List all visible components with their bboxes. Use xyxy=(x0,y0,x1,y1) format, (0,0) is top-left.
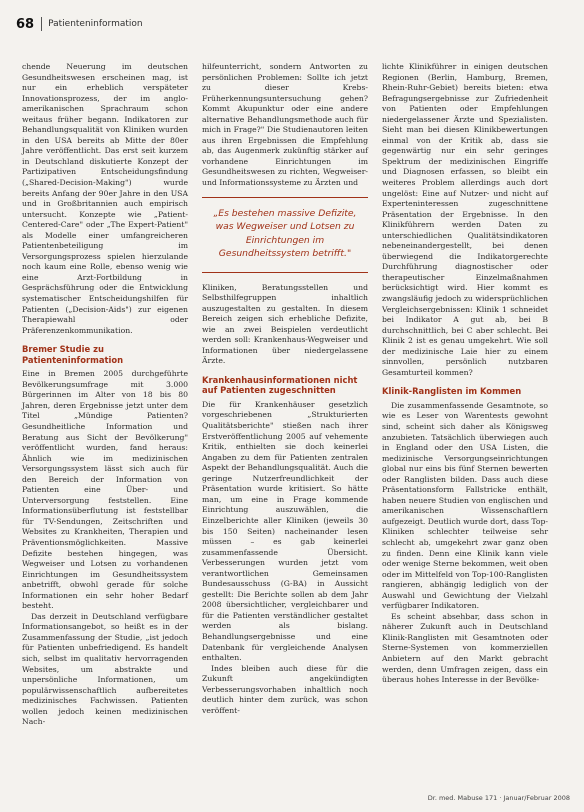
page-number: 68 xyxy=(16,16,35,32)
body-paragraph: Indes bleiben auch diese für die Zukunft angekündigten Verbesserungsvorhaben inhaltlich noch deutlich hinter dem zurück, was schon veröffent- xyxy=(202,663,368,715)
body-paragraph: Es scheint absehbar, dass schon in näherer Zukunft auch in Deutschland Klinik-Ranglisten mit Gesamtnoten oder Sterne-Systemen von kommerziellen Anbietern auf den Markt gebracht werden, denn Umfragen zeigen, dass ein überaus hohes Interesse in der Bevölke- xyxy=(382,611,548,685)
page-header xyxy=(16,14,143,34)
pull-quote xyxy=(202,197,368,273)
pull-quote-text: „Es bestehen massive Defizite, was Wegweiser und Lotsen zu Einrichtungen im Gesundheitssystem betrifft." xyxy=(213,207,357,260)
body-paragraph: Kliniken, Beratungsstellen und Selbsthilfegruppen inhaltlich auszugestalten zu gestalten. In diesem Bereich zeigen sich erhebliche Defizite, wie an zwei Beispielen verdeutlicht werden soll: Krankenhaus-Wegweiser und Informationen über niedergelassene Ärzte. xyxy=(202,282,368,366)
section-heading: Krankenhausinformationen nicht auf Patienten zugeschnitten xyxy=(202,374,358,396)
page-footer: Dr. med. Mabuse 171 · Januar/Februar 2008 xyxy=(427,794,570,802)
body-paragraph: Eine in Bremen 2005 durchgeführte Bevölkerungsumfrage mit 3.000 Bürgerinnen im Alter von 18 bis 80 Jahren, deren Ergebnisse jetzt unter dem Titel „Mündige Patienten? Gesundheitliche Information und Beratung aus Sicht der Bevölkerung" veröffentlicht wurden, fand heraus: Ähnlich wie im medizinischen Versorgungssystem lässt sich auch für den Bereich der Information von Patienten eine Über- und Unterversorgung feststellen. Eine Informationsüberflutung ist feststellbar für TV-Sendungen, Zeitschriften und Websites zu Krankheiten, Therapien und Präventionsmöglichkeiten. Massive Defizite bestehen hingegen, was Wegweiser und Lotsen zu vorhandenen Einrichtungen im Gesundheitssystem anbetrifft, obwohl gerade für solche Informationen ein sehr hoher Bedarf besteht. xyxy=(22,369,188,611)
body-paragraph: hilfeunterricht, sondern Antworten zu persönlichen Problemen: Sollte ich jetzt zu dieser Krebs-Früherkennungsuntersuchung gehen? Kommt Akupunktur oder eine andere alternative Behandlungsmethode auch für mich in Frage?" Die Studienautoren leiten aus ihren Ergebnissen die Empfehlung ab, das Augenmerk zukünftig stärker auf vorhandene Einrichtungen im Gesundheitswesen zu richten, Wegweiser- und Informationssysteme zu Ärzten und xyxy=(202,62,368,188)
body-paragraph: chende Neuerung im deutschen Gesundheitswesen erscheinen mag, ist nur ein erheblich verspäteter Innovationsprozess, der im anglo-amerikanischen Sprachraum schon weitaus früher begann. Indikatoren zur Behandlungsqualität von Kliniken wurden in den USA bereits ab Mitte der 80er Jahre veröffentlicht. Das erst seit kurzem in Deutschland diskutierte Konzept der Partizipativen Entscheidungsfindung („Shared-Decision-Making") wurde bereits Anfang der 90er Jahre in den USA und in Großbritannien auch empirisch untersucht. Konzepte wie „Patient-Centered-Care" oder „The Expert-Patient" als Modelle einer umfangreicheren Patientenbeteiligung im Versorgungsprozess spielen hierzulande noch kaum eine Rolle, ebenso wenig wie eine Arzt-Fortbildung in Gesprächsführung oder die Entwicklung systematischer Entscheidungshilfen für Patienten („Decision-Aids") zur eigenen Therapiewahl oder Präferenzenkommunikation. xyxy=(22,62,188,335)
section-heading: Klinik-Ranglisten im Kommen xyxy=(382,386,522,397)
section-heading: Bremer Studie zu Patienteninformation xyxy=(22,344,124,365)
body-paragraph: Die für Krankenhäuser gesetzlich vorgeschriebenen „Strukturierten Qualitätsberichte" stießen nach ihrer Erstveröffentlichung 2005 auf vehemente Kritik, enthielten sie doch keinerlei Angaben zu dem für Patienten zentralen Aspekt der Behandlungsqualität. Auch die geringe Nutzerfreundlichkeit der Präsentation wurde kritisiert. So hätte man, um eine in Frage kommende Einrichtung auszuwählen, die Einzelberichte aller Kliniken (jeweils 30 bis 150 Seiten) nacheinander lesen müssen – es gab keinerlei zusammenfassende Übersicht. Verbesserungen wurden jetzt vom verantwortlichen Gemeinsamen Bundesausschuss (G-BA) in Aussicht gestellt: Die Berichte sollen ab dem Jahr 2008 übersichtlicher, vergleichbarer und für die Patienten verständlicher gestaltet werden als bislang. Behandlungsergebnisse und eine Datenbank für vergleichende Analysen enthalten. xyxy=(202,399,368,663)
body-paragraph: Das derzeit in Deutschland verfügbare Informationsangebot, so heißt es in der Zusammenfassung der Studie, „ist jedoch für Patienten unbefriedigend. Es handelt sich, selbst im qualitativ hervorragenden Websites, um abstrakte und unpersönliche Informationen, um populärwissenschaftlich aufbereitetes medizinisches Fachwissen. Patienten wollen jedoch keinen medizinischen Nach- xyxy=(22,611,188,727)
text-column-2 xyxy=(202,62,368,716)
body-paragraph: lichte Klinikführer in einigen deutschen Regionen (Berlin, Hamburg, Bremen, Rhein-Ruhr-Gebiet) bereits bieten: etwa Befragungsergebnisse zur Zufriedenheit von Patienten oder Empfehlungen niedergelassener Ärzte und Spezialisten. Sieht man bei diesen Klinikbewertungen einmal von der Kritik ab, dass sie gegenwärtig nur ein sehr geringes Spektrum der medizinischen Eingriffe und Diagnosen erfassen, so bleibt ein weiteres Problem allerdings auch dort ungelöst: Eine auf Nutzer- und nicht auf Experteninteressen zugeschnittene Präsentation der Ergebnisse. In den Klinikführern werden Daten zu unterschiedlichen Qualitätsindikatoren nebeneinandergestellt, bei denen überwiegend die Indikatorgerechte Durchführung diagnostischer oder therapeutischer Einzelmaßnahmen berücksichtigt wird. Hier kommt es zwangsläufig jedoch zu widersprüchlichen Vergleichsergebnissen: Klinik 1 schneidet bei Indikator A gut ab, bei B durchschnittlich, bei C aber schlecht. Bei Klinik 2 ist es genau umgekehrt. Wie soll der medizinische Laie hier zu einem sinnvollen, persönlich nutzbaren Gesamturteil kommen? xyxy=(382,62,548,377)
text-column-1 xyxy=(22,62,188,728)
section-title: Patienteninformation xyxy=(48,19,143,29)
header-divider xyxy=(41,17,42,31)
body-paragraph: Die zusammenfassende Gesamtnote, so wie es Leser von Warentests gewohnt sind, scheint sich daher als Königsweg anzubieten. Tatsächlich überwiegen auch in England oder den USA Listen, die medizinische Versorgungseinrichtungen global nur eins bis fünf Sternen bewerten oder Ranglisten bilden. Dass auch diese Präsentationsform Fallstricke enthält, haben neuere Studien von englischen und amerikanischen Wissenschaftlern aufgezeigt. Deutlich wurde dort, dass Top-Kliniken schlechter teilweise sehr schlecht ab, umgekehrt zwar ganz oben zu finden. Denn eine Klinik kann viele oder wenige Sterne bekommen, weit oben oder im Mittelfeld von Top-100-Ranglisten rangieren, abhängig lediglich von der Auswahl und Gewichtung der Vielzahl verfügbarer Indikatoren. xyxy=(382,400,549,611)
text-column-3 xyxy=(382,62,548,686)
